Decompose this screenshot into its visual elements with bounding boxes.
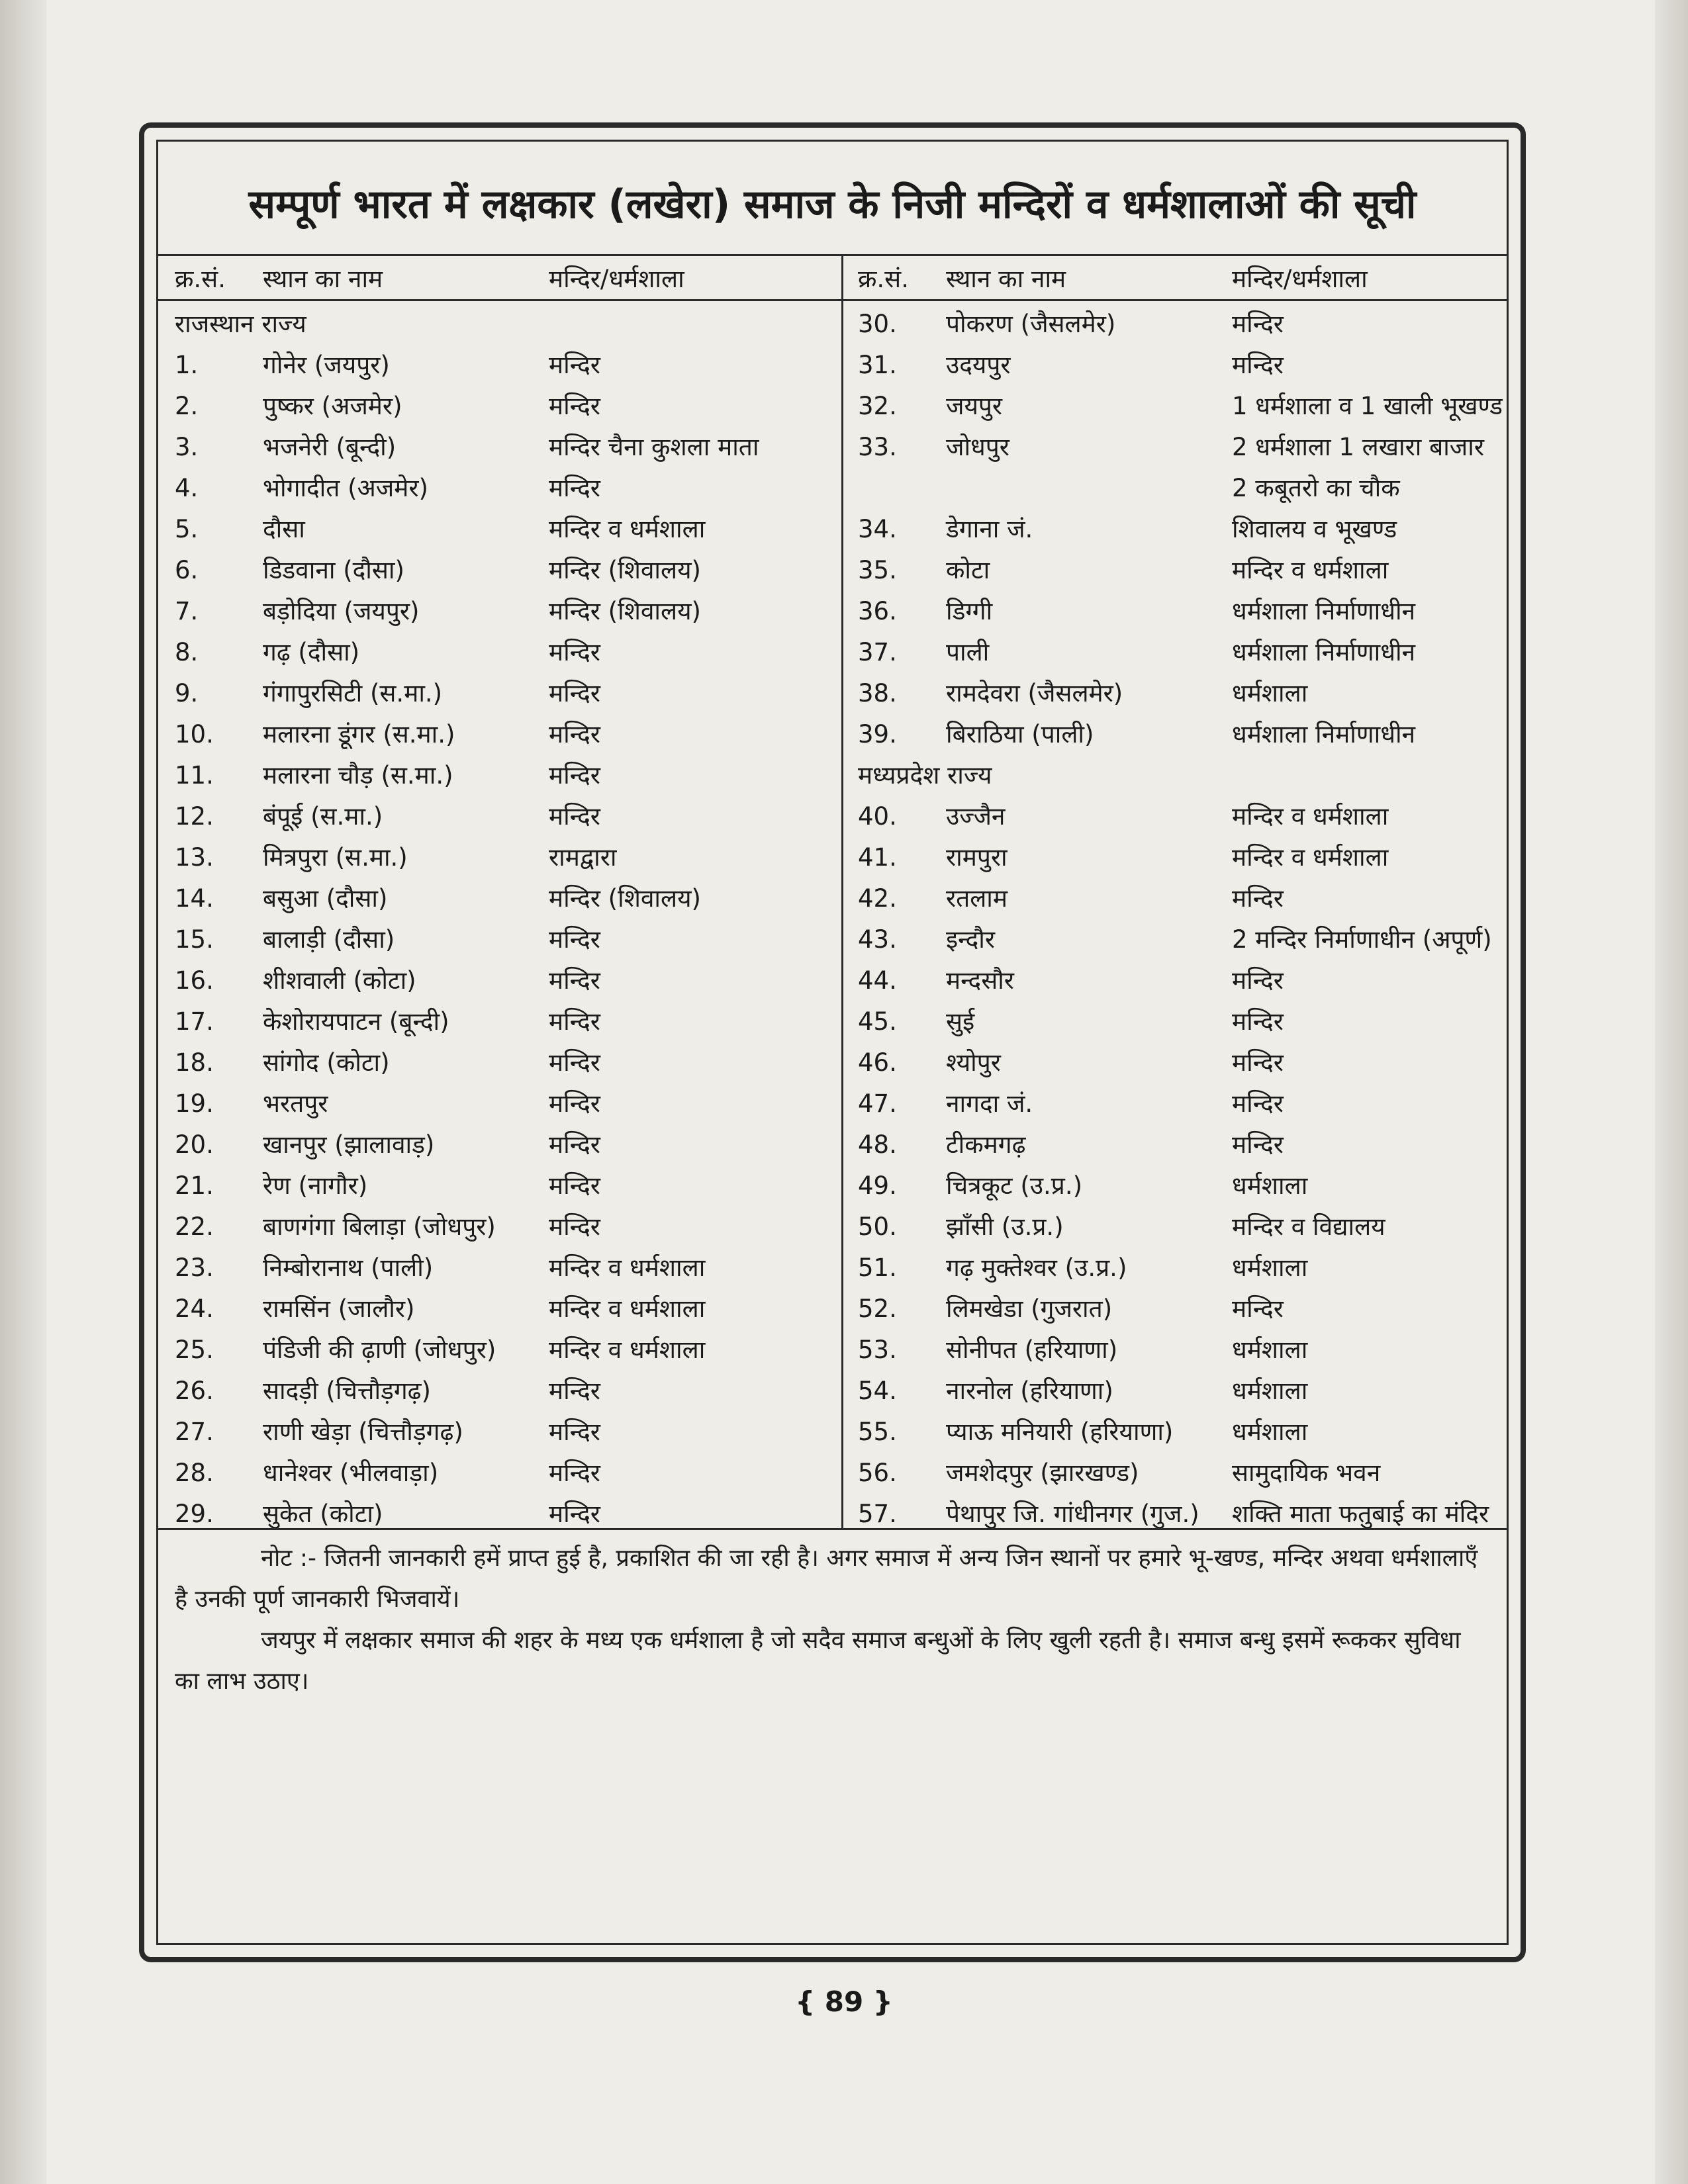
- row-type: धर्मशाला निर्माणाधीन: [1232, 597, 1416, 625]
- title-divider: [158, 254, 1507, 256]
- row-place: पुष्कर (अजमेर): [263, 392, 402, 420]
- table-row: [175, 1412, 837, 1453]
- row-place: नारनोल (हरियाणा): [946, 1377, 1113, 1405]
- row-place: जमशेदपुर (झारखण्ड): [946, 1459, 1139, 1487]
- table-row: [175, 632, 837, 673]
- table-bottom-divider: [158, 1528, 1507, 1530]
- note-paragraph-2: जयपुर में लक्षकार समाज की शहर के मध्य एक धर्मशाला है जो सदैव समाज बन्धुओं के लिए खुली रहती है। समाज बन्धु इसमें रूककर सुविधा का लाभ उठाए।: [175, 1627, 1461, 1695]
- page-number: { 89 }: [795, 1985, 893, 2018]
- row-type: धर्मशाला निर्माणाधीन: [1232, 638, 1416, 666]
- column-divider: [841, 254, 843, 1528]
- table-row: [175, 427, 837, 468]
- row-sno: 8.: [175, 638, 199, 666]
- row-type: रामद्वारा: [549, 843, 617, 872]
- row-type: मन्दिर: [549, 679, 600, 707]
- row-place: भोगादीत (अजमेर): [263, 474, 428, 502]
- row-sno: 52.: [858, 1295, 897, 1323]
- table-row: [175, 1248, 837, 1289]
- row-type: मन्दिर: [549, 761, 600, 790]
- row-place: भजनेरी (बून्दी): [263, 433, 397, 461]
- page-edge-shadow: [1655, 0, 1688, 2184]
- table-row: [858, 796, 1520, 837]
- row-sno: 39.: [858, 720, 897, 749]
- row-sno: 5.: [175, 515, 199, 543]
- row-type: मन्दिर: [549, 802, 600, 831]
- row-sno: 20.: [175, 1130, 214, 1159]
- table-row: [858, 304, 1520, 345]
- row-type: मन्दिर: [1232, 1089, 1284, 1118]
- book-spine-shadow: [0, 0, 46, 2184]
- row-type: मन्दिर: [549, 1212, 600, 1241]
- row-sno: 41.: [858, 843, 897, 872]
- row-place: बसुआ (दौसा): [263, 884, 388, 913]
- row-type: मन्दिर व धर्मशाला: [549, 1295, 706, 1323]
- row-type: मन्दिर: [1232, 1295, 1284, 1323]
- row-sno: 34.: [858, 515, 897, 543]
- row-type: मन्दिर: [1232, 1130, 1284, 1159]
- table-row: [858, 919, 1520, 960]
- row-type: मन्दिर: [549, 966, 600, 995]
- note-paragraph-1: नोट :- जितनी जानकारी हमें प्राप्त हुई है, प्रकाशित की जा रही है। अगर समाज में अन्य जिन स्थानों पर हमारे भू-खण्ड, मन्दिर अथवा धर्मशालाएँ है उनकी पूर्ण जानकारी भिजवायें।: [175, 1545, 1478, 1613]
- row-type: शक्ति माता फतुबाई का मंदिर: [1232, 1500, 1489, 1528]
- row-type: मन्दिर: [549, 1089, 600, 1118]
- row-type: मन्दिर: [549, 720, 600, 749]
- table-row: [175, 755, 837, 796]
- table-row: [858, 714, 1520, 755]
- row-sno: 6.: [175, 556, 199, 584]
- row-place: श्योपुर: [946, 1048, 1001, 1077]
- row-place: डेगाना जं.: [946, 515, 1033, 543]
- row-place: रामपुरा: [946, 843, 1008, 872]
- header-place-right: स्थान का नाम: [946, 265, 1066, 293]
- table-row: [858, 960, 1520, 1001]
- row-place: मलारना डूंगर (स.मा.): [263, 720, 455, 749]
- row-place: बाणगंगा बिलाड़ा (जोधपुर): [263, 1212, 496, 1241]
- table-row: [175, 509, 837, 550]
- row-place: गढ़ मुक्तेश्वर (उ.प्र.): [946, 1253, 1127, 1282]
- row-sno: 24.: [175, 1295, 214, 1323]
- row-type: शिवालय व भूखण्ड: [1232, 515, 1397, 543]
- row-type: धर्मशाला: [1232, 1418, 1308, 1446]
- row-sno: 48.: [858, 1130, 897, 1159]
- table-row: [858, 550, 1520, 591]
- row-type: धर्मशाला: [1232, 1336, 1308, 1364]
- row-place: चित्रकूट (उ.प्र.): [946, 1171, 1083, 1200]
- table-row: [175, 1206, 837, 1248]
- table-row: [175, 468, 837, 509]
- row-sno: 26.: [175, 1377, 214, 1405]
- row-type: मन्दिर: [549, 1048, 600, 1077]
- row-place: रामसिंन (जालौर): [263, 1295, 415, 1323]
- row-sno: 47.: [858, 1089, 897, 1118]
- row-sno: 13.: [175, 843, 214, 872]
- row-sno: 33.: [858, 433, 897, 461]
- row-type: धर्मशाला: [1232, 1171, 1308, 1200]
- table-row: [858, 468, 1520, 509]
- table-row: [858, 345, 1520, 386]
- row-place: गोनेर (जयपुर): [263, 351, 390, 379]
- row-sno: 57.: [858, 1500, 897, 1528]
- note-block: [175, 1538, 1490, 1702]
- row-sno: 40.: [858, 802, 897, 831]
- row-sno: 4.: [175, 474, 199, 502]
- row-type: मन्दिर: [549, 1377, 600, 1405]
- row-sno: 21.: [175, 1171, 214, 1200]
- row-place: पोकरण (जैसलमेर): [946, 310, 1116, 338]
- row-place: रामदेवरा (जैसलमेर): [946, 679, 1123, 707]
- row-place: बालाड़ी (दौसा): [263, 925, 395, 954]
- row-type: धर्मशाला: [1232, 1253, 1308, 1282]
- row-place: इन्दौर: [946, 925, 995, 954]
- table-row: [175, 1289, 837, 1330]
- row-type: मन्दिर: [549, 1007, 600, 1036]
- page-title: सम्पूर्ण भारत में लक्षकार (लखेरा) समाज के निजी मन्दिरों व धर्मशालाओं की सूची: [248, 181, 1417, 228]
- row-place: मित्रपुरा (स.मा.): [263, 843, 408, 872]
- row-type: मन्दिर: [549, 474, 600, 502]
- row-place: दौसा: [263, 515, 305, 543]
- table-row: [858, 591, 1520, 632]
- table-row: [175, 919, 837, 960]
- table-row: [175, 386, 837, 427]
- table-row: [175, 1083, 837, 1124]
- row-type: मन्दिर: [549, 351, 600, 379]
- table-row: [858, 1001, 1520, 1042]
- row-type: मन्दिर (शिवालय): [549, 556, 701, 584]
- row-type: मन्दिर: [1232, 310, 1284, 338]
- row-type: मन्दिर: [549, 638, 600, 666]
- row-place: प्याऊ मनियारी (हरियाणा): [946, 1418, 1174, 1446]
- table-row: [175, 345, 837, 386]
- row-type: मन्दिर: [549, 392, 600, 420]
- table-row: [858, 1371, 1520, 1412]
- row-place: डिडवाना (दौसा): [263, 556, 404, 584]
- row-place: सुकेत (कोटा): [263, 1500, 383, 1528]
- table-row: [175, 714, 837, 755]
- row-place: बंपूई (स.मा.): [263, 802, 383, 831]
- row-sno: 28.: [175, 1459, 214, 1487]
- row-type: मन्दिर (शिवालय): [549, 597, 701, 625]
- row-place: राणी खेड़ा (चित्तौड़गढ़): [263, 1418, 463, 1446]
- table-row: [858, 673, 1520, 714]
- row-sno: 16.: [175, 966, 214, 995]
- row-sno: 27.: [175, 1418, 214, 1446]
- row-type: मन्दिर: [1232, 966, 1284, 995]
- table-row: [858, 1124, 1520, 1165]
- row-sno: 45.: [858, 1007, 897, 1036]
- row-type: मन्दिर व धर्मशाला: [1232, 843, 1389, 872]
- row-place: मलारना चौड़ (स.मा.): [263, 761, 453, 790]
- table-row: [858, 1248, 1520, 1289]
- row-sno: 36.: [858, 597, 897, 625]
- row-place: भरतपुर: [263, 1089, 328, 1118]
- row-type: मन्दिर व धर्मशाला: [549, 1336, 706, 1364]
- table-row: [175, 1165, 837, 1206]
- header-sno-left: क्र.सं.: [175, 265, 226, 293]
- row-place: निम्बोरानाथ (पाली): [263, 1253, 434, 1282]
- table-row: [858, 878, 1520, 919]
- row-place: खानपुर (झालावाड़): [263, 1130, 435, 1159]
- row-place: गढ़ (दौसा): [263, 638, 360, 666]
- row-place: उदयपुर: [946, 351, 1011, 379]
- content-frame: [139, 122, 1526, 1962]
- row-sno: 31.: [858, 351, 897, 379]
- row-type: 1 धर्मशाला व 1 खाली भूखण्ड: [1232, 392, 1503, 420]
- section-rajasthan: राजस्थान राज्य: [175, 310, 306, 338]
- table-row: [858, 632, 1520, 673]
- header-divider: [158, 299, 1507, 301]
- row-place: टीकमगढ़: [946, 1130, 1026, 1159]
- row-place: उज्जैन: [946, 802, 1006, 831]
- row-type: मन्दिर: [549, 925, 600, 954]
- row-place: डिग्गी: [946, 597, 993, 625]
- table-row: [858, 509, 1520, 550]
- table-row: [175, 1001, 837, 1042]
- table-row: [175, 796, 837, 837]
- row-place: झाँसी (उ.प्र.): [946, 1212, 1064, 1241]
- row-sno: 22.: [175, 1212, 214, 1241]
- row-sno: 19.: [175, 1089, 214, 1118]
- row-sno: 3.: [175, 433, 199, 461]
- table-row: [175, 1042, 837, 1083]
- table-row: [175, 1124, 837, 1165]
- row-sno: 1.: [175, 351, 199, 379]
- row-place: सोनीपत (हरियाणा): [946, 1336, 1118, 1364]
- table-row: [175, 878, 837, 919]
- row-sno: 51.: [858, 1253, 897, 1282]
- row-sno: 35.: [858, 556, 897, 584]
- row-sno: 18.: [175, 1048, 214, 1077]
- row-type: मन्दिर व धर्मशाला: [1232, 556, 1389, 584]
- row-sno: 30.: [858, 310, 897, 338]
- row-type: मन्दिर: [549, 1171, 600, 1200]
- row-sno: 29.: [175, 1500, 214, 1528]
- row-sno: 55.: [858, 1418, 897, 1446]
- row-place: पंडिजी की ढ़ाणी (जोधपुर): [263, 1336, 496, 1364]
- row-type: मन्दिर: [549, 1130, 600, 1159]
- table-row: [858, 837, 1520, 878]
- row-sno: 11.: [175, 761, 214, 790]
- row-place: रेण (नागौर): [263, 1171, 368, 1200]
- header-sno-right: क्र.सं.: [858, 265, 909, 293]
- row-sno: 17.: [175, 1007, 214, 1036]
- row-place: सांगोद (कोटा): [263, 1048, 390, 1077]
- row-place: नागदा जं.: [946, 1089, 1033, 1118]
- row-type: मन्दिर: [549, 1459, 600, 1487]
- header-place-left: स्थान का नाम: [263, 265, 383, 293]
- table-row: [858, 1165, 1520, 1206]
- row-type: मन्दिर: [1232, 1007, 1284, 1036]
- row-place: पेथापुर जि. गांधीनगर (गुज.): [946, 1500, 1199, 1528]
- row-type: मन्दिर: [1232, 884, 1284, 913]
- row-place: सुई: [946, 1007, 975, 1036]
- header-type-right: मन्दिर/धर्मशाला: [1232, 265, 1368, 293]
- row-sno: 53.: [858, 1336, 897, 1364]
- row-place: बिराठिया (पाली): [946, 720, 1094, 749]
- row-place: लिमखेडा (गुजरात): [946, 1295, 1113, 1323]
- row-type: धर्मशाला: [1232, 1377, 1308, 1405]
- row-type: मन्दिर: [1232, 351, 1284, 379]
- row-place: मन्दसौर: [946, 966, 1014, 995]
- table-row: [858, 1206, 1520, 1248]
- row-sno: 37.: [858, 638, 897, 666]
- table-row: [175, 591, 837, 632]
- row-type: सामुदायिक भवन: [1232, 1459, 1381, 1487]
- table-row: [175, 1371, 837, 1412]
- table-row: [175, 837, 837, 878]
- row-place: गंगापुरसिटी (स.मा.): [263, 679, 443, 707]
- row-type: मन्दिर: [549, 1500, 600, 1528]
- header-type-left: मन्दिर/धर्मशाला: [549, 265, 684, 293]
- row-place: सादड़ी (चित्तौड़गढ़): [263, 1377, 431, 1405]
- row-sno: 43.: [858, 925, 897, 954]
- row-sno: 44.: [858, 966, 897, 995]
- row-sno: 25.: [175, 1336, 214, 1364]
- row-type: धर्मशाला: [1232, 679, 1308, 707]
- row-type: मन्दिर व धर्मशाला: [549, 1253, 706, 1282]
- row-sno: 7.: [175, 597, 199, 625]
- table-row: [858, 1453, 1520, 1494]
- row-type: मन्दिर व धर्मशाला: [549, 515, 706, 543]
- row-sno: 42.: [858, 884, 897, 913]
- table-row: [858, 1330, 1520, 1371]
- row-sno: 46.: [858, 1048, 897, 1077]
- row-type: मन्दिर: [549, 1418, 600, 1446]
- row-type: मन्दिर: [1232, 1048, 1284, 1077]
- row-sno: 56.: [858, 1459, 897, 1487]
- table-row: [175, 1330, 837, 1371]
- table-row: [858, 427, 1520, 468]
- row-sno: 15.: [175, 925, 214, 954]
- table-row: [175, 1453, 837, 1494]
- row-sno: 23.: [175, 1253, 214, 1282]
- row-place: शीशवाली (कोटा): [263, 966, 416, 995]
- row-type: मन्दिर (शिवालय): [549, 884, 701, 913]
- table-row: [175, 673, 837, 714]
- row-sno: 14.: [175, 884, 214, 913]
- row-sno: 32.: [858, 392, 897, 420]
- table-row: [175, 550, 837, 591]
- row-sno: 54.: [858, 1377, 897, 1405]
- row-type: मन्दिर व विद्यालय: [1232, 1212, 1385, 1241]
- row-type: मन्दिर व धर्मशाला: [1232, 802, 1389, 831]
- row-place: धानेश्वर (भीलवाड़ा): [263, 1459, 439, 1487]
- section-madhya-pradesh: मध्यप्रदेश राज्य: [858, 761, 992, 790]
- row-place: रतलाम: [946, 884, 1008, 913]
- row-sno: 2.: [175, 392, 199, 420]
- table-row: [858, 1083, 1520, 1124]
- row-sno: 9.: [175, 679, 199, 707]
- table-row: [858, 386, 1520, 427]
- row-type: 2 कबूतरो का चौक: [1232, 474, 1400, 502]
- row-sno: 38.: [858, 679, 897, 707]
- row-place: जोधपुर: [946, 433, 1009, 461]
- row-sno: 50.: [858, 1212, 897, 1241]
- row-place: कोटा: [946, 556, 990, 584]
- table-row: [858, 1412, 1520, 1453]
- content-inner-frame: [156, 140, 1509, 1945]
- row-sno: 49.: [858, 1171, 897, 1200]
- row-type: मन्दिर चैना कुशला माता: [549, 433, 759, 461]
- table-row: [175, 960, 837, 1001]
- row-type: 2 धर्मशाला 1 लखारा बाजार: [1232, 433, 1484, 461]
- row-place: जयपुर: [946, 392, 1003, 420]
- row-type: 2 मन्दिर निर्माणाधीन (अपूर्ण): [1232, 925, 1492, 954]
- row-sno: 10.: [175, 720, 214, 749]
- row-sno: 12.: [175, 802, 214, 831]
- row-place: केशोरायपाटन (बून्दी): [263, 1007, 449, 1036]
- table-row: [858, 1289, 1520, 1330]
- row-type: धर्मशाला निर्माणाधीन: [1232, 720, 1416, 749]
- table-row: [858, 1042, 1520, 1083]
- row-place: पाली: [946, 638, 990, 666]
- row-place: बड़ोदिया (जयपुर): [263, 597, 420, 625]
